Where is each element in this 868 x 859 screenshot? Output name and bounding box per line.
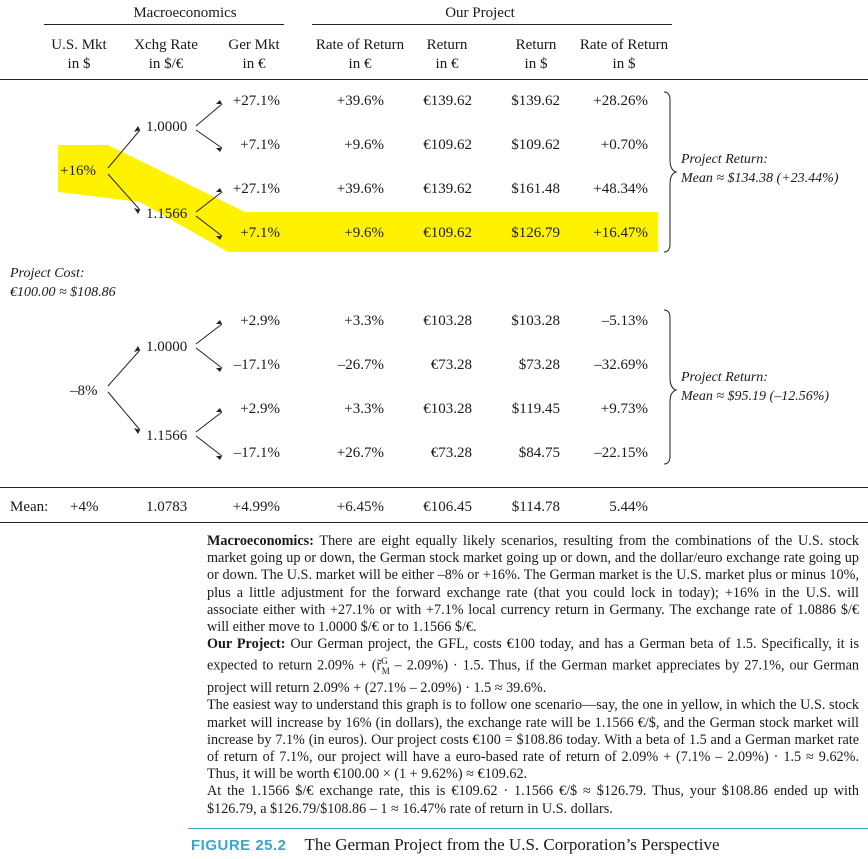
summary-down: Project Return: Mean ≈ $95.19 (–12.56%) bbox=[681, 370, 830, 404]
row-6-ret-eur: €73.28 bbox=[430, 357, 472, 373]
row-3-ger-mkt: +27.1% bbox=[232, 181, 280, 197]
col-header-us-mkt: U.S. Mkt in $ bbox=[51, 37, 107, 72]
row-7-ror-usd: +9.73% bbox=[600, 401, 648, 417]
row-1-ret-eur: €139.62 bbox=[423, 93, 472, 109]
row-1-ret-usd: $139.62 bbox=[511, 93, 560, 109]
para-conversion: At the 1.1566 $/€ exchange rate, this is €109.62 · 1.1566 €/$ ≈ $126.79. Thus, your $108.86 ended up with $126.79, a $126.79/$108.86 – 1 ≈ 16.47% rate of return in U.S. dollars. bbox=[207, 783, 859, 817]
mean-ror-usd: 5.44% bbox=[609, 499, 648, 515]
row-3-ret-usd: $161.48 bbox=[511, 181, 560, 197]
row-2-ger-mkt: +7.1% bbox=[240, 137, 280, 153]
row-7-ret-eur: €103.28 bbox=[423, 401, 472, 417]
row-8-ger-mkt: –17.1% bbox=[233, 445, 280, 461]
figure-label: FIGURE 25.2 bbox=[191, 837, 287, 854]
mean-xchg: 1.0783 bbox=[146, 499, 188, 515]
row-7-ror-eur: +3.3% bbox=[344, 401, 384, 417]
row-6-ger-mkt: –17.1% bbox=[233, 357, 280, 373]
row-4-ror-usd: +16.47% bbox=[593, 225, 648, 241]
row-2-ror-eur: +9.6% bbox=[344, 137, 384, 153]
mean-ror-eur: +6.45% bbox=[336, 499, 384, 515]
row-8-ret-usd: $84.75 bbox=[518, 445, 560, 461]
row-5-ret-usd: $103.28 bbox=[511, 313, 560, 329]
col-header-ror-eur: Rate of Return in € bbox=[315, 37, 405, 72]
brace-top bbox=[664, 92, 676, 252]
row-5-ret-eur: €103.28 bbox=[423, 313, 472, 329]
explanation bbox=[207, 533, 859, 818]
row-3-ror-usd: +48.34% bbox=[593, 181, 648, 197]
col-header-return-eur: Return in € bbox=[426, 37, 468, 72]
branch-us-down-fx-1 bbox=[108, 350, 140, 386]
mean-rule-top bbox=[0, 487, 868, 488]
row-3-ror-eur: +39.6% bbox=[336, 181, 384, 197]
row-1-ger-mkt: +27.1% bbox=[232, 93, 280, 109]
mean-us: +4% bbox=[70, 499, 99, 515]
fx-node-4: 1.1566 bbox=[146, 428, 188, 444]
col-header-ger-mkt: Ger Mkt in € bbox=[228, 37, 280, 72]
branch-us-down-fx-2 bbox=[108, 392, 140, 430]
row-4-ret-usd: $126.79 bbox=[511, 225, 560, 241]
figure-caption bbox=[191, 835, 720, 855]
row-8-ret-eur: €73.28 bbox=[430, 445, 472, 461]
us-node-down: –8% bbox=[70, 383, 98, 399]
fx-node-3: 1.0000 bbox=[146, 339, 188, 355]
row-7-ger-mkt: +2.9% bbox=[240, 401, 280, 417]
col-header-ror-usd: Rate of Return in $ bbox=[579, 37, 669, 72]
row-4-ret-eur: €109.62 bbox=[423, 225, 472, 241]
row-2-ret-eur: €109.62 bbox=[423, 137, 472, 153]
row-6-ror-eur: –26.7% bbox=[337, 357, 384, 373]
row-1-ror-eur: +39.6% bbox=[336, 93, 384, 109]
row-8-ror-eur: +26.7% bbox=[336, 445, 384, 461]
row-7-ret-usd: $119.45 bbox=[511, 401, 560, 417]
col-header-return-usd: Return in $ bbox=[515, 37, 557, 72]
row-5-ror-usd: –5.13% bbox=[601, 313, 648, 329]
group-header-our-project: Our Project bbox=[445, 5, 515, 21]
caption-rule bbox=[188, 828, 868, 829]
mean-ret-eur: €106.45 bbox=[423, 499, 472, 515]
summary-up: Project Return: Mean ≈ $134.38 (+23.44%) bbox=[681, 152, 839, 186]
fx-node-2: 1.1566 bbox=[146, 206, 188, 222]
us-node-up: +16% bbox=[60, 163, 96, 179]
project-cost: Project Cost: €100.00 ≈ $108.86 bbox=[10, 266, 116, 300]
mean-ger: +4.99% bbox=[232, 499, 280, 515]
row-5-ger-mkt: +2.9% bbox=[240, 313, 280, 329]
group-header-macroeconomics: Macroeconomics bbox=[133, 5, 237, 21]
brace-bottom bbox=[664, 310, 676, 464]
figure-title: The German Project from the U.S. Corporation’s Perspective bbox=[304, 835, 720, 854]
row-2-ret-usd: $109.62 bbox=[511, 137, 560, 153]
row-3-ret-eur: €139.62 bbox=[423, 181, 472, 197]
para-scenario: The easiest way to understand this graph is to follow one scenario—say, the one in yellow, in which the U.S. stock market will increase by 16% (in dollars), the exchange rate will be 1.1566 €/$, and the German stock market will increase by 7.1% (in euros). Our project costs €100 = $108.86 today. With a beta of 1.5 and a German market rate of return of 7.1%, our project will have a euro-based rate of return of 2.09% + (7.1% – 2.09%) · 1.5 ≈ 9.62%. Thus, it will be worth €100.00 × (1 + 9.62%) ≈ €109.62. bbox=[207, 697, 859, 783]
mean-rule-bottom bbox=[0, 522, 868, 523]
row-4-ror-eur: +9.6% bbox=[344, 225, 384, 241]
row-5-ror-eur: +3.3% bbox=[344, 313, 384, 329]
mean-label: Mean: bbox=[10, 499, 49, 515]
row-1-ror-usd: +28.26% bbox=[593, 93, 648, 109]
row-6-ret-usd: $73.28 bbox=[518, 357, 560, 373]
row-8-ror-usd: –22.15% bbox=[594, 445, 648, 461]
row-2-ror-usd: +0.70% bbox=[600, 137, 648, 153]
row-4-ger-mkt: +7.1% bbox=[240, 225, 280, 241]
row-6-ror-usd: –32.69% bbox=[594, 357, 648, 373]
mean-ret-usd: $114.78 bbox=[511, 499, 560, 515]
para-project: Our Project: Our German project, the GFL, costs €100 today, and has a German beta of 1.5. Specifically, it is expected to return 2.09% + (r̃$^G_M$ – 2.09%) · 1.5. Thus, if the German market appreciates by 27.1%, our German project will return 2.09% + (27.1% – 2.09%) · 1.5 ≈ 39.6%. bbox=[207, 636, 859, 697]
para-macro: Macroeconomics: There are eight equally likely scenarios, resulting from the combinations of the U.S. stock market going up or down, the German stock market going up or down, and the dollar/euro exchange rate going up or down. The U.S. market will be either –8% or +16%. The German market is the U.S. market plus or minus 10%, plus a little adjustment for the forward exchange rate (that you could lock in today); +16% in the U.S. will associate either with +27.1% or with +7.1% local currency return in Germany. The exchange rate of 1.0886 $/€ will either move to 1.0000 $/€ or to 1.1566 $/€. bbox=[207, 533, 859, 636]
fx-node-1: 1.0000 bbox=[146, 119, 188, 135]
col-header-xchg-rate: Xchg Rate in $/€ bbox=[134, 37, 198, 72]
